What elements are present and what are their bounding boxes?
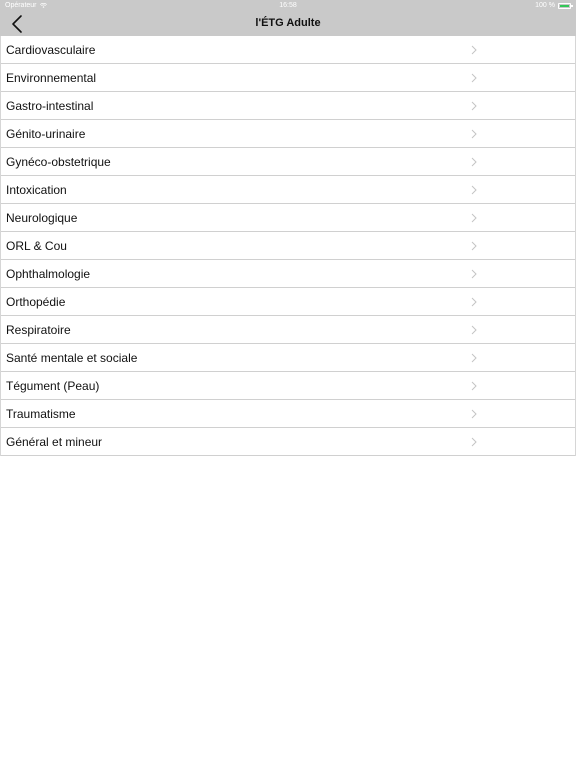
list-item-label: Génito-urinaire: [6, 127, 86, 141]
list-item-label: ORL & Cou: [6, 239, 67, 253]
chevron-right-icon: [471, 353, 477, 363]
list-item-label: Environnemental: [6, 71, 97, 85]
list-item-label: Intoxication: [6, 183, 67, 197]
chevron-right-icon: [471, 381, 477, 391]
list-item-label: Neurologique: [6, 211, 78, 225]
chevron-right-icon: [471, 45, 477, 55]
list-item[interactable]: [1, 36, 575, 64]
chevron-right-icon: [471, 73, 477, 83]
chevron-right-icon: [471, 129, 477, 139]
list-item[interactable]: [1, 316, 575, 344]
list-item[interactable]: [1, 176, 575, 204]
list-item[interactable]: [1, 148, 575, 176]
list-item-label: Général et mineur: [6, 435, 103, 449]
list-item-label: Ophthalmologie: [6, 267, 91, 281]
category-list: [0, 36, 576, 456]
chevron-right-icon: [471, 297, 477, 307]
navigation-bar: [0, 11, 576, 36]
status-bar: [0, 0, 576, 11]
chevron-right-icon: [471, 437, 477, 447]
page-title: l'ÉTG Adulte: [255, 17, 321, 29]
list-item[interactable]: [1, 92, 575, 120]
carrier-label: Opérateur: [5, 2, 37, 9]
battery-level: [560, 5, 569, 7]
list-item[interactable]: [1, 260, 575, 288]
list-item-label: Orthopédie: [6, 295, 66, 309]
top-bar: [0, 0, 576, 36]
list-item-label: Gastro-intestinal: [6, 99, 94, 113]
list-item[interactable]: [1, 400, 575, 428]
list-item[interactable]: [1, 288, 575, 316]
chevron-right-icon: [471, 213, 477, 223]
list-item[interactable]: [1, 204, 575, 232]
chevron-right-icon: [471, 325, 477, 335]
list-item[interactable]: [1, 372, 575, 400]
status-battery: [535, 0, 571, 11]
battery-percentage: 100 %: [535, 2, 555, 9]
chevron-right-icon: [471, 185, 477, 195]
chevron-right-icon: [471, 409, 477, 419]
list-item[interactable]: [1, 64, 575, 92]
list-item-label: Traumatisme: [6, 407, 76, 421]
chevron-right-icon: [471, 269, 477, 279]
list-item[interactable]: [1, 120, 575, 148]
list-item-label: Gynéco-obstetrique: [6, 155, 111, 169]
list-item-label: Respiratoire: [6, 323, 71, 337]
list-item[interactable]: [1, 232, 575, 260]
list-item-label: Cardiovasculaire: [6, 43, 96, 57]
list-item[interactable]: [1, 428, 575, 456]
list-item[interactable]: [1, 344, 575, 372]
chevron-right-icon: [471, 101, 477, 111]
chevron-right-icon: [471, 157, 477, 167]
list-item-label: Tégument (Peau): [6, 379, 100, 393]
chevron-right-icon: [471, 241, 477, 251]
battery-tip: [571, 5, 573, 7]
list-item-label: Santé mentale et sociale: [6, 351, 138, 365]
status-time: 16:58: [279, 2, 297, 9]
battery-icon: [558, 3, 571, 9]
